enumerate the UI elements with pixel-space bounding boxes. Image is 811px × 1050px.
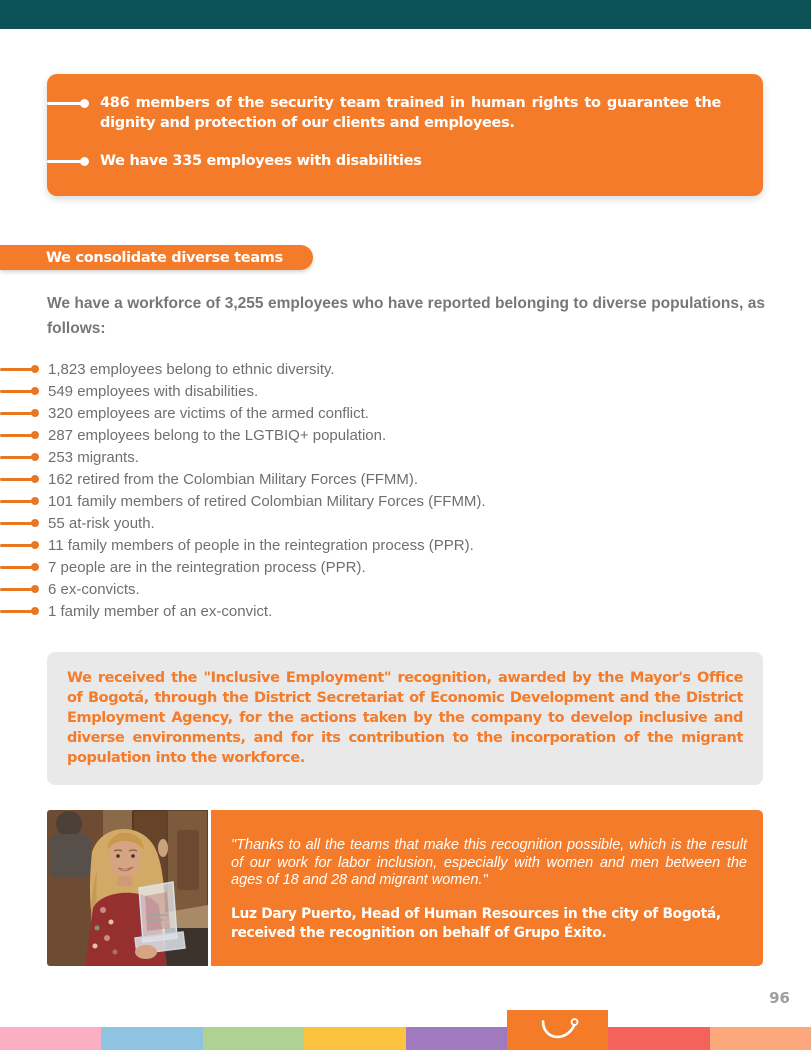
bullet-line-dot-icon [0,563,41,571]
bullet-line-dot-icon [0,607,41,615]
stripe-segment [101,1027,202,1050]
top-teal-bar [0,0,811,29]
stripe-segment [406,1027,507,1050]
section-intro-text: We have a workforce of 3,255 employees who have reported belonging to diverse populations, as follows: [47,295,765,337]
list-item-text: 7 people are in the reintegration process (PPR). [48,558,366,576]
bullet-line-dot-icon [0,431,41,439]
list-item [0,600,760,622]
list-item-text: 1,823 employees belong to ethnic diversity. [48,360,335,378]
recognition-box [47,652,763,785]
bullet-line-dot-icon [0,585,41,593]
bullet-line-dot-icon [47,157,91,166]
award-photo-illustration [47,810,208,966]
bullet-line-dot-icon [0,387,41,395]
exito-smile-icon [531,1014,585,1046]
footer-stripe [0,1027,811,1050]
list-item-text: 11 family members of people in the reintegration process (PPR). [48,536,474,554]
bullet-line-dot-icon [0,409,41,417]
bullet-line-dot-icon [0,497,41,505]
list-item [0,402,760,424]
list-item-text: 320 employees are victims of the armed conflict. [48,404,369,422]
list-item [0,578,760,600]
list-item-text: 287 employees belong to the LGTBIQ+ population. [48,426,387,444]
stripe-segment [0,1027,101,1050]
stripe-segment [304,1027,405,1050]
stripe-segment [710,1027,811,1050]
bullet-line-dot-icon [0,541,41,549]
highlight-text: 486 members of the security team trained in human rights to guarantee the dignity and protection of our clients and employees. [100,95,721,131]
list-item [0,490,760,512]
stripe-segment [608,1027,709,1050]
bullet-line-dot-icon [0,453,41,461]
list-item [0,424,760,446]
list-item [0,380,760,402]
list-item-text: 6 ex-convicts. [48,580,140,598]
highlight-text: We have 335 employees with disabilities [100,153,422,169]
list-item-text: 162 retired from the Colombian Military Forces (FFMM). [48,470,419,488]
list-item [0,556,760,578]
list-item-text: 101 family members of retired Colombian Military Forces (FFMM). [48,492,486,510]
highlight-item [47,93,721,133]
list-item-text: 55 at-risk youth. [48,514,155,532]
award-photo [47,810,208,966]
recognition-text: We received the "Inclusive Employment" recognition, awarded by the Mayor's Office of Bogotá, through the District Secretariat of Economic Development and the District Employment Agency, for the actions taken by the company to develop inclusive and diverse environments, and for its contribution to the incorporation of the migrant population into the workforce. [67,670,743,766]
page-number: 96 [769,989,790,1007]
quote-box [211,810,763,966]
quote-attribution: Luz Dary Puerto, Head of Human Resources in the city of Bogotá, received the recognition on behalf of Grupo Éxito. [231,905,721,941]
list-item [0,534,760,556]
section-heading-pill [0,245,313,270]
bullet-line-dot-icon [0,519,41,527]
quote-text: "Thanks to all the teams that make this recognition possible, which is the result of our work for labor inclusion, especially with women and men between the ages of 18 and 28 and migrant women." [231,837,747,888]
list-item [0,358,760,380]
list-item-text: 1 family member of an ex-convict. [48,602,273,620]
list-item [0,512,760,534]
diverse-populations-list [0,358,760,622]
bullet-line-dot-icon [0,365,41,373]
list-item [0,446,760,468]
exito-logo-box [507,1010,608,1050]
list-item-text: 253 migrants. [48,448,139,466]
bullet-line-dot-icon [0,475,41,483]
quote-section [47,810,763,966]
bullet-line-dot-icon [47,99,91,108]
list-item-text: 549 employees with disabilities. [48,382,259,400]
section-heading-label: We consolidate diverse teams [46,249,283,266]
highlights-box [47,74,763,196]
list-item [0,468,760,490]
highlight-item [47,151,721,171]
stripe-segment [203,1027,304,1050]
